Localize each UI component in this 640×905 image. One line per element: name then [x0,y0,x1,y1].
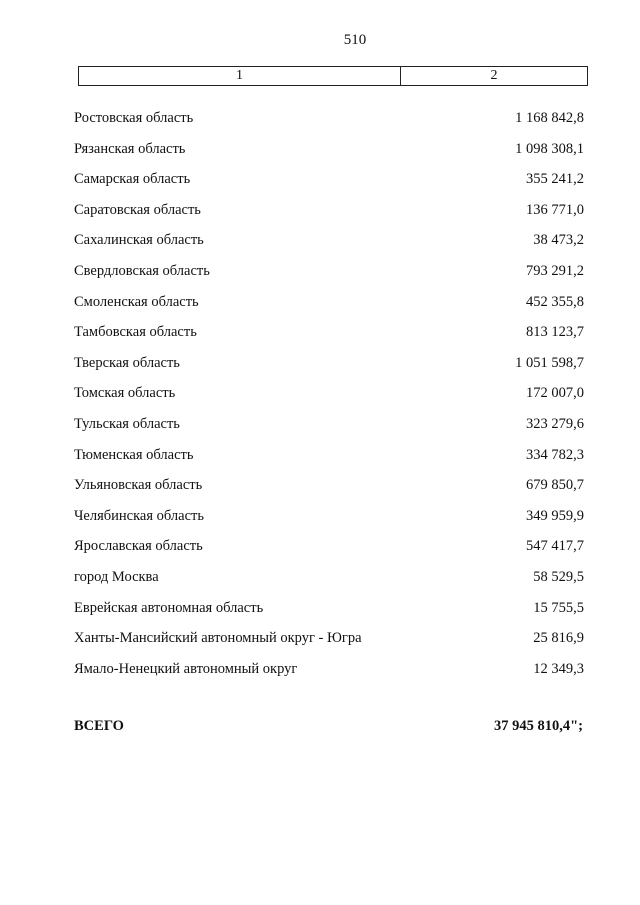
region-value: 547 417,7 [526,538,584,555]
region-name: Тверская область [74,354,180,371]
region-name: Сахалинская область [74,232,204,249]
region-value: 334 782,3 [526,446,584,463]
region-name: Тамбовская область [74,324,197,341]
region-value: 58 529,5 [533,568,584,585]
region-name: Еврейская автономная область [74,599,264,616]
table-row [74,661,584,692]
region-name: Свердловская область [74,262,210,279]
region-value: 355 241,2 [526,171,584,188]
column-header-table [78,66,588,86]
table-row [74,477,584,508]
table-row [74,263,584,294]
table-row [74,385,584,416]
table-row [74,447,584,478]
table-row [74,171,584,202]
region-value: 25 816,9 [533,630,584,647]
region-name: Самарская область [74,171,191,188]
region-value: 349 959,9 [526,507,584,524]
region-value: 15 755,5 [533,599,584,616]
total-label: ВСЕГО [74,718,124,734]
total-value: 37 945 810,4"; [493,718,583,734]
page-number: 510 [343,32,367,48]
region-value: 12 349,3 [533,660,584,677]
column-header-1: 1 [79,67,401,85]
table-row [74,202,584,233]
region-table-body [74,110,584,691]
table-row [74,600,584,631]
region-value: 1 051 598,7 [515,354,584,371]
table-row [74,569,584,600]
region-name: Ханты-Мансийский автономный округ - Югра [74,630,362,647]
table-row [74,416,584,447]
table-row [74,110,584,141]
region-name: Ярославская область [74,538,203,555]
region-name: Ямало-Ненецкий автономный округ [74,660,298,677]
table-row [74,508,584,539]
region-name: город Москва [74,568,159,585]
region-name: Саратовская область [74,201,201,218]
region-name: Томская область [74,385,176,402]
table-row [74,630,584,661]
region-name: Ростовская область [74,110,194,126]
region-value: 1 168 842,8 [515,110,584,126]
table-row [74,538,584,569]
region-name: Тульская область [74,415,180,432]
region-name: Тюменская область [74,446,194,463]
region-value: 38 473,2 [533,232,584,249]
total-row [74,718,583,735]
region-value: 323 279,6 [526,415,584,432]
region-name: Смоленская область [74,293,199,310]
region-value: 1 098 308,1 [515,140,584,157]
region-value: 793 291,2 [526,262,584,279]
table-row [74,141,584,172]
table-row [74,324,584,355]
region-value: 813 123,7 [526,324,584,341]
region-value: 679 850,7 [526,477,584,494]
table-row [74,294,584,325]
region-value: 172 007,0 [526,385,584,402]
table-row [74,355,584,386]
region-name: Ульяновская область [74,477,203,494]
region-value: 452 355,8 [526,293,584,310]
region-name: Рязанская область [74,140,186,157]
region-name: Челябинская область [74,507,204,524]
region-value: 136 771,0 [526,201,584,218]
column-header-2: 2 [490,68,498,83]
table-row [74,232,584,263]
